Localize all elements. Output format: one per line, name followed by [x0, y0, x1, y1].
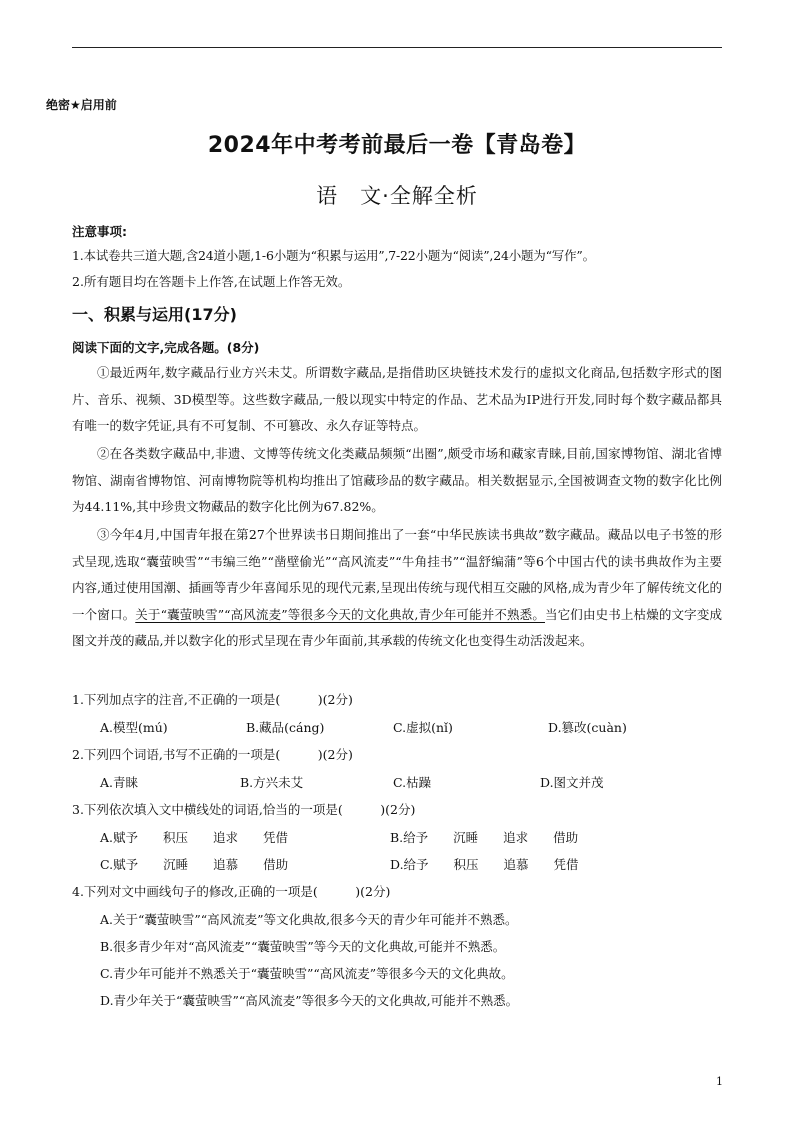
notice-item: 1.本试卷共三道大题,含24道小题,1-6小题为“积累与运用”,7-22小题为“阅读”,24小题为“写作”。	[72, 248, 595, 263]
notice-heading: 注意事项:	[72, 224, 127, 239]
question-4-option-a: A.关于“囊萤映雪”“高风流麦”等文化典故,很多今天的青少年可能并不熟悉。	[100, 912, 518, 927]
question-1-option-c: C.虚拟(nǐ)	[393, 720, 453, 735]
question-3-option-b: B.给予 沉睡 追求 借助	[390, 830, 579, 845]
question-4-option-d: D.青少年关于“囊萤映雪”“高风流麦”等很多今天的文化典故,可能并不熟悉。	[100, 993, 519, 1008]
question-4-stem: 4.下列对文中画线句子的修改,正确的一项是( )(2分)	[72, 884, 391, 899]
question-1-option-a: A.模型(mú)	[100, 720, 168, 735]
question-2-option-a: A.青睐	[100, 775, 139, 790]
question-2-option-c: C.枯躁	[393, 775, 432, 790]
paragraph-text: 当它们由史书上枯燥的文字变成图文并茂的藏品,并以数字化的形式呈现在青少年面前,其承载的传统文化也变得生动活泼起来。	[72, 606, 722, 648]
question-4-option-b: B.很多青少年对“高风流麦”“囊萤映雪”等今天的文化典故,可能并不熟悉。	[100, 939, 506, 954]
question-3-option-a: A.赋予 积压 追求 凭借	[100, 830, 289, 845]
question-1-option-b: B.藏品(cáng)	[246, 720, 325, 735]
question-2-option-b: B.方兴未艾	[240, 775, 304, 790]
exam-subtitle: 语 文·全解全析	[316, 184, 478, 208]
section-heading: 一、积累与运用(17分)	[72, 305, 237, 324]
header-rule	[72, 47, 722, 48]
passage-paragraph-3	[72, 522, 722, 655]
question-1-stem: 1.下列加点字的注音,不正确的一项是( )(2分)	[72, 692, 353, 707]
question-1-option-d: D.篡改(cuàn)	[548, 720, 627, 735]
exam-title: 2024年中考考前最后一卷【青岛卷】	[207, 133, 587, 158]
passage-paragraph-1: ①最近两年,数字藏品行业方兴未艾。所谓数字藏品,是指借助区块链技术发行的虚拟文化商品,包括数字形式的图片、音乐、视频、3D模型等。这些数字藏品,一般以现实中特定的作品、艺术品为IP进行开发,同时每个数字藏品都具有唯一的数字凭证,具有不可复制、不可篡改、永久存证等特点。	[72, 365, 722, 433]
notice-item: 2.所有题目均在答题卡上作答,在试题上作答无效。	[72, 274, 351, 289]
question-2-stem: 2.下列四个词语,书写不正确的一项是( )(2分)	[72, 747, 353, 762]
question-2-option-d: D.图文并茂	[540, 775, 604, 790]
paragraph-text: ③今年4月,中国青年报在第27个世界读书日期间推出了一套“中华民族读书典故”数字藏品。藏品以电子书签的形式呈现,选取“囊萤映雪”“韦编三绝”“凿壁偷光”“高风流麦”“牛角挂书”“温舒编蒲”等6个中国古代的读书典故作为主要内容,通过使用国潮、插画等青少年喜闻乐见的现代元素,呈现出传统与现代相互交融的风格,成为青少年了解传统文化的一个窗口。	[72, 527, 722, 622]
question-3-option-d: D.给予 积压 追慕 凭借	[390, 857, 579, 872]
reading-heading: 阅读下面的文字,完成各题。(8分)	[72, 340, 260, 355]
underlined-sentence: 关于“囊萤映雪”“高风流麦”等很多今天的文化典故,青少年可能并不熟悉。	[135, 606, 545, 622]
question-3-stem: 3.下列依次填入文中横线处的词语,恰当的一项是( )(2分)	[72, 802, 416, 817]
confidential-label: 绝密★启用前	[46, 98, 117, 112]
passage-paragraph-2: ②在各类数字藏品中,非遗、文博等传统文化类藏品频频“出圈”,颇受市场和藏家青睐,目前,国家博物馆、湖北省博物馆、湖南省博物馆、河南博物院等机构均推出了馆藏珍品的数字藏品。相关数据显示,全国被调查文物的数字化比例为44.11%,其中珍贵文物藏品的数字化比例为67.82%。	[72, 446, 722, 514]
page-number: 1	[716, 1075, 723, 1088]
question-4-option-c: C.青少年可能并不熟悉关于“囊萤映雪”“高风流麦”等很多今天的文化典故。	[100, 966, 514, 981]
question-3-option-c: C.赋予 沉睡 追慕 借助	[100, 857, 289, 872]
